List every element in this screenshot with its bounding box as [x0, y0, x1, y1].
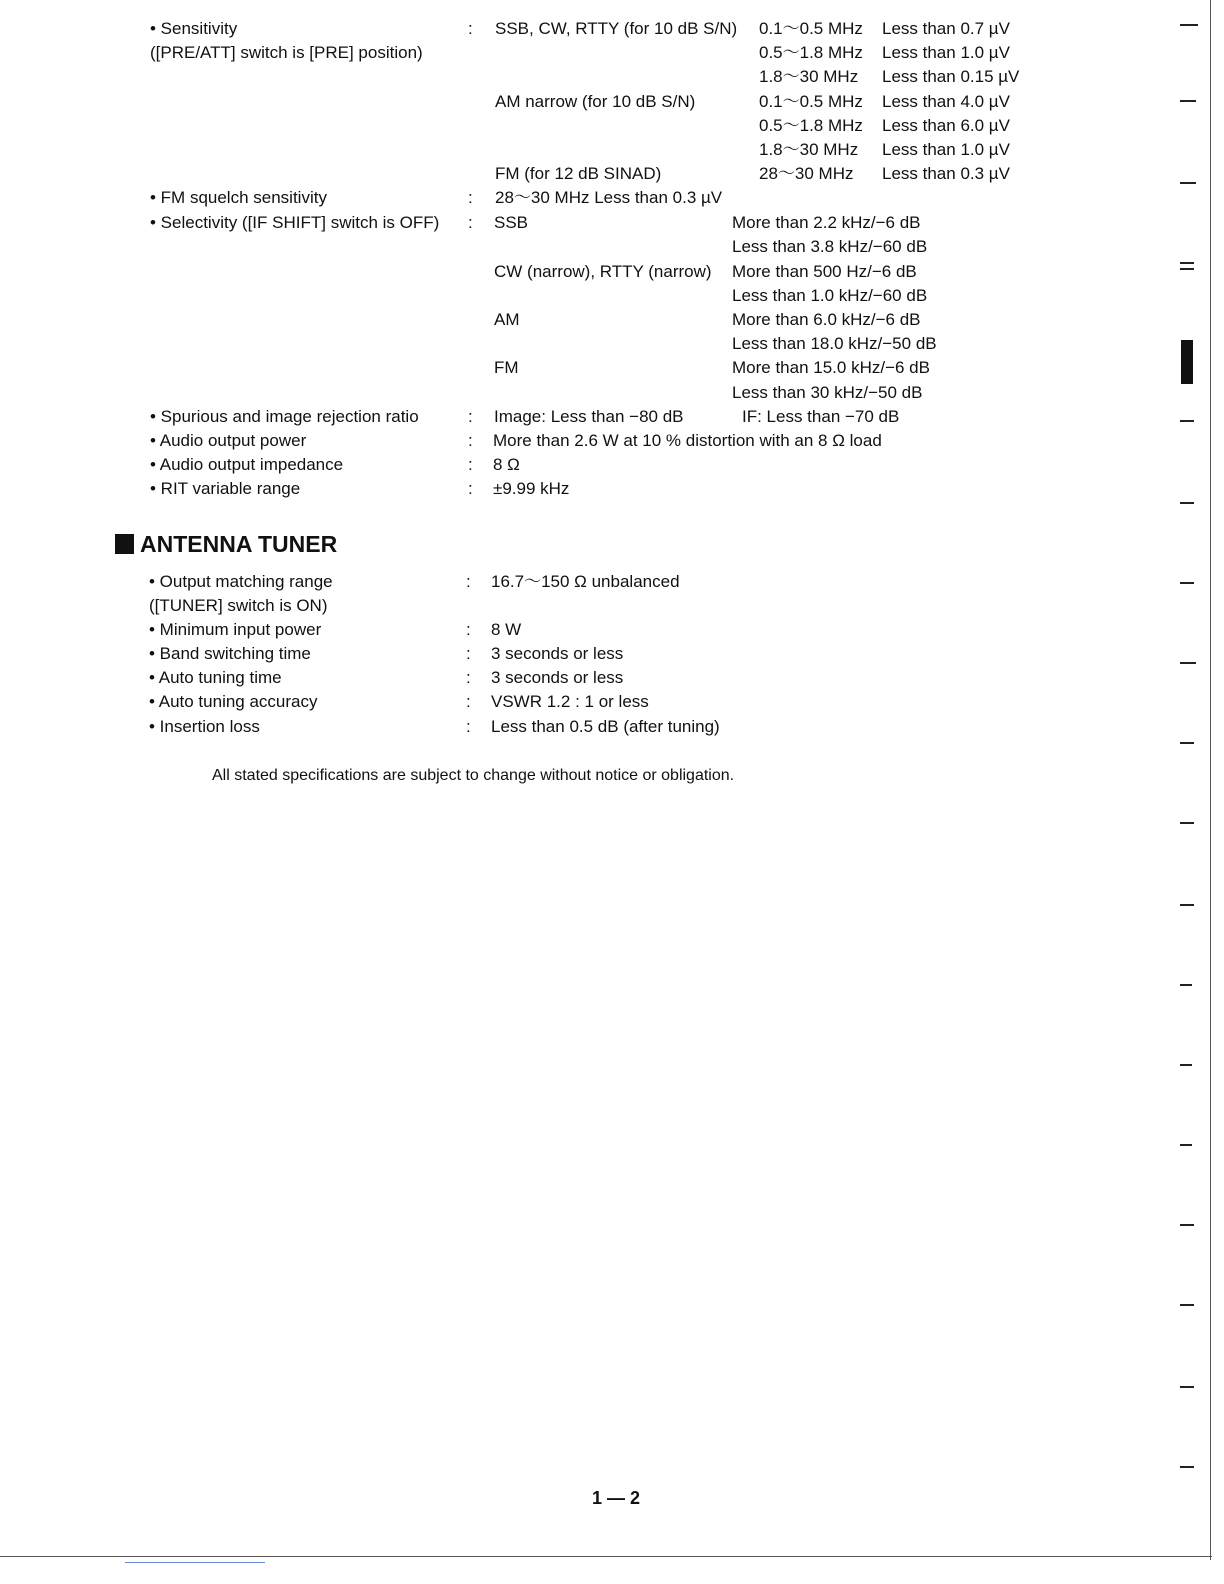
sensitivity-am-range-3: 1.8～30 MHz	[759, 140, 859, 159]
selectivity-label: • Selectivity ([IF SHIFT] switch is OFF)	[150, 213, 440, 232]
selectivity-fm-v1: More than 15.0 kHz/−6 dB	[732, 358, 930, 377]
tuner-auto-time-label: • Auto tuning time	[149, 668, 282, 687]
audio-power-colon: :	[468, 431, 473, 450]
sensitivity-sublabel: ([PRE/ATT] switch is [PRE] position)	[150, 43, 423, 62]
rit-colon: :	[468, 479, 473, 498]
sensitivity-am-value-1: Less than 4.0 µV	[882, 92, 1010, 111]
squelch-colon: :	[468, 188, 473, 207]
tuner-matching-colon: :	[466, 572, 471, 591]
selectivity-ssb-v1: More than 2.2 kHz/−6 dB	[732, 213, 921, 232]
sensitivity-ssb-range-3: 1.8～30 MHz	[759, 67, 859, 86]
tuner-min-power-label: • Minimum input power	[149, 620, 322, 639]
specs-footnote: All stated specifications are subject to change without notice or obligation.	[212, 767, 735, 784]
spurious-if: IF: Less than −70 dB	[742, 407, 900, 426]
sensitivity-colon: :	[468, 19, 473, 38]
sensitivity-ssb-value-2: Less than 1.0 µV	[882, 43, 1010, 62]
tuner-auto-time-colon: :	[466, 668, 471, 687]
sensitivity-ssb-range-1: 0.1～0.5 MHz	[759, 19, 863, 38]
selectivity-colon: :	[468, 213, 473, 232]
tuner-insertion-loss-value: Less than 0.5 dB (after tuning)	[491, 717, 720, 736]
selectivity-mode-cw: CW (narrow), RTTY (narrow)	[494, 262, 712, 281]
squelch-value: 28～30 MHz Less than 0.3 µV	[495, 188, 723, 207]
tuner-auto-time-value: 3 seconds or less	[491, 668, 624, 687]
sensitivity-ssb-value-1: Less than 0.7 µV	[882, 19, 1010, 38]
sensitivity-am-value-2: Less than 6.0 µV	[882, 116, 1010, 135]
scan-black-bar	[1181, 340, 1193, 384]
sensitivity-ssb-range-2: 0.5～1.8 MHz	[759, 43, 863, 62]
antenna-tuner-heading	[115, 530, 337, 558]
selectivity-mode-fm: FM	[494, 358, 519, 377]
tuner-accuracy-label: • Auto tuning accuracy	[149, 692, 318, 711]
selectivity-cw-v1: More than 500 Hz/−6 dB	[732, 262, 917, 281]
selectivity-am-v1: More than 6.0 kHz/−6 dB	[732, 310, 921, 329]
rit-label: • RIT variable range	[150, 479, 301, 498]
audio-impedance-colon: :	[468, 455, 473, 474]
sensitivity-am-value-3: Less than 1.0 µV	[882, 140, 1010, 159]
selectivity-ssb-v2: Less than 3.8 kHz/−60 dB	[732, 237, 928, 256]
tuner-band-switch-label: • Band switching time	[149, 644, 311, 663]
selectivity-fm-v2: Less than 30 kHz/−50 dB	[732, 383, 923, 402]
tuner-accuracy-colon: :	[466, 692, 471, 711]
sensitivity-ssb-mode: SSB, CW, RTTY (for 10 dB S/N)	[495, 19, 738, 38]
tuner-matching-value: 16.7～150 Ω unbalanced	[491, 572, 680, 591]
sensitivity-ssb-value-3: Less than 0.15 µV	[882, 67, 1020, 86]
sensitivity-am-mode: AM narrow (for 10 dB S/N)	[495, 92, 696, 111]
sensitivity-fm-mode: FM (for 12 dB SINAD)	[495, 164, 662, 183]
sensitivity-label: • Sensitivity	[150, 19, 238, 38]
tuner-accuracy-value: VSWR 1.2 : 1 or less	[491, 692, 649, 711]
tuner-insertion-loss-colon: :	[466, 717, 471, 736]
sensitivity-am-range-1: 0.1～0.5 MHz	[759, 92, 863, 111]
tuner-min-power-colon: :	[466, 620, 471, 639]
antenna-tuner-title: ANTENNA TUNER	[140, 531, 338, 557]
sensitivity-fm-value: Less than 0.3 µV	[882, 164, 1010, 183]
spurious-label: • Spurious and image rejection ratio	[150, 407, 419, 426]
tuner-band-switch-value: 3 seconds or less	[491, 644, 624, 663]
selectivity-am-v2: Less than 18.0 kHz/−50 dB	[732, 334, 937, 353]
tuner-min-power-value: 8 W	[491, 620, 522, 639]
tuner-matching-label: • Output matching range	[149, 572, 333, 591]
tuner-matching-sublabel: ([TUNER] switch is ON)	[149, 596, 328, 615]
spurious-image: Image: Less than −80 dB	[494, 407, 684, 426]
selectivity-cw-v2: Less than 1.0 kHz/−60 dB	[732, 286, 928, 305]
squelch-label: • FM squelch sensitivity	[150, 188, 327, 207]
audio-power-label: • Audio output power	[150, 431, 307, 450]
selectivity-mode-am: AM	[494, 310, 520, 329]
audio-impedance-value: 8 Ω	[493, 455, 520, 474]
tuner-insertion-loss-label: • Insertion loss	[149, 717, 260, 736]
section-square-icon	[115, 534, 134, 554]
sensitivity-fm-range: 28～30 MHz	[759, 164, 854, 183]
sensitivity-am-range-2: 0.5～1.8 MHz	[759, 116, 863, 135]
audio-power-value: More than 2.6 W at 10 % distortion with an 8 Ω load	[493, 431, 882, 450]
rit-value: ±9.99 kHz	[493, 479, 570, 498]
tuner-band-switch-colon: :	[466, 644, 471, 663]
spurious-colon: :	[468, 407, 473, 426]
audio-impedance-label: • Audio output impedance	[150, 455, 344, 474]
selectivity-mode-ssb: SSB	[494, 213, 529, 232]
page-number: 1 — 2	[592, 1488, 641, 1508]
